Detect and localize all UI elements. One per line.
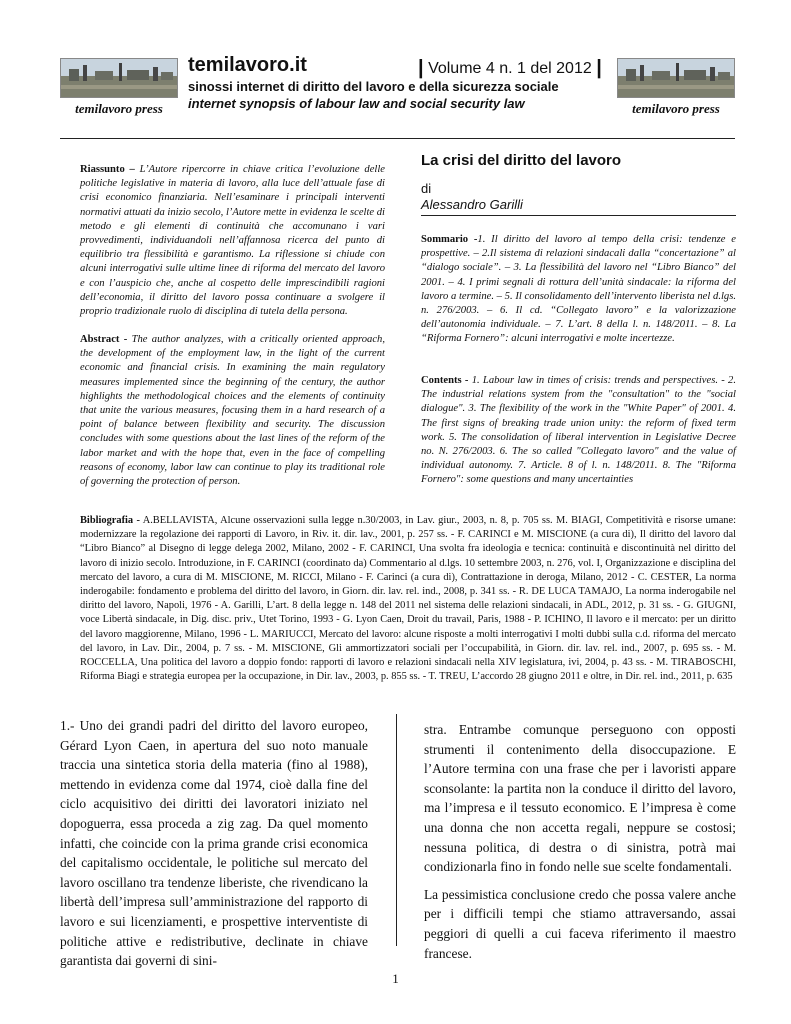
- volume-bar-right: |: [596, 57, 602, 79]
- article-title: La crisi del diritto del lavoro: [421, 152, 622, 169]
- sommario-label: Sommario -: [421, 234, 478, 245]
- title-rule: [421, 215, 736, 216]
- volume-text: Volume 4 n. 1 del 2012: [428, 60, 592, 77]
- article-author: Alessandro Garilli: [421, 197, 523, 212]
- subtitle-english: internet synopsis of labour law and social security law: [188, 96, 525, 111]
- contents-block: [421, 374, 736, 488]
- body-paragraph: stra. Entrambe comunque perseguono con opposti strumenti il contenimento della disoccupazione. E l’Autore termina con una frase che per i lavoristi appare sconsolante: la partita non la conduce il diritto del lavoro, ma l’impresa e il tessuto economico. E l’impresa è come una donna che non accetta regali, neppure se costosi; nessuna politica, di destra o di sinistra, potrà mai condizionarla fino in fondo nelle sue scelte fondamentali.: [424, 722, 736, 875]
- page-number: 1: [392, 971, 399, 986]
- article-by: di: [421, 181, 432, 196]
- bibliografia-block: [80, 514, 736, 684]
- riassunto-text: L’Autore ripercorre in chiave critica l’evoluzione delle politiche legislative in materia di lavoro, alla luce dell’attuale fase di crisi economico finanziaria. Nell’esaminare i principali interventi normativi attuati da inizio secolo, l’Autore mette in evidenza le scelte di metodo e gli elementi di continuità che accomunano i vari provvedimenti, individuandoli nell’affannosa ricerca del punto di equilibrio tra flessibilità e garantismo. La riflessione si chiude con alcuni interrogativi sulle ultime linee di riforma del mercato del lavoro e con l’auspicio che, anche al cospetto delle imprescindibili ragioni dell’economia, il diritto del lavoro possa continuare a svolgere il proprio tradizionale ruolo di disciplina di tutela della persona.: [80, 164, 385, 318]
- logo-image: [60, 58, 178, 98]
- bibliografia-text: A.BELLAVISTA, Alcune osservazioni sulla legge n.30/2003, in Lav. giur., 2003, n. 8, p. 705 ss. M. BIAGI, Competitività e risorse umane: modernizzare la regolazione dei rapporti di Lavoro, in Riv. it. dir. lav., 2001, p. 257 ss. - F. CARINCI e M. MISCIONE (a cura di), Il diritto del lavoro dal “Libro Bianco” al Disegno di legge delega 2002, Milano, 2002 - F. CARINCI, Una svolta fra ideologia e tecnica: continuità e discontinuità nel diritto del lavoro di inizio secolo. Introduzione, in F. CARINCI (coordinato da) Commentario al d.lgs. 10 settembre 2003, n. 276, vol. I, Organizzazione e disciplina del mercato del lavoro, a cura di M. MISCIONE, M. RICCI, Milano - F. Carinci (a cura di), Contrattazione in deroga, Milano, 2012 - C. CESTER, La norma inderogabile: fondamento e problema del diritto del lavoro, in Giorn. dir. lav. rel. ind., 2008, p. 341 ss. - R. DE LUCA TAMAJO, La norma inderogabile nel diritto del lavoro, Napoli, 1976 - A. Garilli, L’art. 8 della legge n. 148 del 2011 nel sistema delle relazioni sindacali, in ADL, 2012, p. 31 ss. - G. GIUGNI, voce Libertà sindacale, in Dig. disc. priv., Utet Torino, 1993 - G. Lyon Caen, Droit du travail, Paris, 1988 - P. ICHINO, Il lavoro e il mercato: per un diritto del lavoro maggiorenne, Milano, 1996 - L. MARIUCCI, Mercato del lavoro: alcune risposte a molti interrogativi I molti dubbi sulla c.d. riforma del mercato del lavoro, in Lav. Dir., 2004, p. 7 ss. - M. MISCIONE, Gli ammortizzatori sociali per l’occupabilità, in Giorn. dir. lav. rel. ind., 2007, p. 695 ss. - M. ROCCELLA, Una politica del lavoro a doppio fondo: rapporti di lavoro e relazioni sindacali nella XIV legislatura, ivi, 2004, p. 43 ss. - M. TIRABOSCHI, Riforma Biagi e strategia europea per la occupazione, in Dir. lav., 2003, p. 855 ss. - T. TREU, L’accordo 28 giugno 2011 e oltre, in Dir. rel. ind., 2011, p. 635: [80, 515, 737, 683]
- riassunto-block: [80, 163, 385, 319]
- logo-caption: temilavoro press: [75, 101, 163, 116]
- body-paragraph: 1.- Uno dei grandi padri del diritto del lavoro europeo, Gérard Lyon Caen, in apertura del suo noto manuale traccia una sintetica storia della materia (fino al 1988), mettendo in evidenza come dal 1974, cioè dalla fine del ciclo acquisitivo dei diritti dei lavoratori iniziato nel dopoguerra, essa proceda a zig zag. Da quel momento infatti, che coincide con la prima grande crisi economica del capitalismo occidentale, le politiche sul mercato del lavoro oscillano tra tendenze liberiste, che rivendicano la libertà dell’impresa sull’amministrazione del rapporto di lavoro e sui licenziamenti, e prospettive interventiste di politiche attive e redistributive, declinate in chiave garantista dai governi di sini-: [60, 718, 368, 969]
- sommario-block: [421, 233, 736, 347]
- body-column-left: [60, 716, 368, 979]
- contents-label: Contents -: [421, 375, 469, 386]
- logo-left: [60, 58, 178, 117]
- bibliografia-label: Bibliografia -: [80, 515, 140, 526]
- logo-caption: temilavoro press: [632, 101, 720, 116]
- abstract-label: Abstract -: [80, 334, 128, 345]
- site-name: temilavoro.it: [188, 54, 307, 76]
- logo-right: [617, 58, 735, 117]
- riassunto-label: Riassunto –: [80, 164, 135, 175]
- body-column-right: [424, 720, 736, 971]
- volume-bar-left: |: [418, 57, 424, 79]
- volume-info: [418, 56, 602, 79]
- sommario-text: 1. Il diritto del lavoro al tempo della crisi: tendenze e prospettive. – 2.Il sistema di relazioni sindacali dalla “concertazione” al “dialogo sociale”. – 3. La flessibilità del lavoro nel “Libro Bianco” del 2001. – 4. I primi segnali di rottura dell’unità sindacale: la riforma del lavoro a termine. – 5. Il consolidamento dell’intervento liberista nel d.lgs. n. 276/2003. – 6. Il cd. “Collegato lavoro” e la valorizzazione dell’autonomia individuale. – 7. L’art. 8 della l. n. 148/2011. – 8. La “Riforma Fornero”: alcuni interrogativi e molte incertezze.: [421, 234, 736, 345]
- abstract-text: The author analyzes, with a critically oriented approach, the development of the employment law, in the light of the current economic and financial crisis. In examining the main regulatory measures implemented since the beginning of the century, the author highlights the methodological choices and the elements of continuity that unite the various measures, focusing them in a hard research of a point of balance between flexibility and security. The discussion concludes with some questions about the last lines of the reform of the labor market and with the hope that, even in the face of compelling reasons of economy, labor law can continue to play its traditional role of governing the protection of person.: [80, 334, 385, 488]
- column-divider: [396, 714, 397, 946]
- body-paragraph: La pessimistica conclusione credo che possa valere anche per i difficili tempi che stiamo attraversando, assai peggiori di quelli a cui faceva riferimento il maestro francese.: [424, 886, 736, 961]
- logo-image: [617, 58, 735, 98]
- subtitle-italian: sinossi internet di diritto del lavoro e della sicurezza sociale: [188, 79, 559, 94]
- header-rule: [60, 138, 735, 139]
- abstract-block: [80, 333, 385, 489]
- contents-text: 1. Labour law in times of crisis: trends and perspectives. - 2. The industrial relations system from the "consultation" to the "social dialogue". 3. The flexibility of the work in the "White Paper" of 2001. 4. The first signs of breaking trade union unity: the reform of fixed term work. 5. The consolidation of liberal intervention in Legislative Decree no. N. 276/2003. 6. The so called "Collegato lavoro" and the value of individual autonomy. 7. Article. 8 of l. n. 148/2011. 8. The "Riforma Fornero": some questions and many uncertainties: [421, 375, 736, 486]
